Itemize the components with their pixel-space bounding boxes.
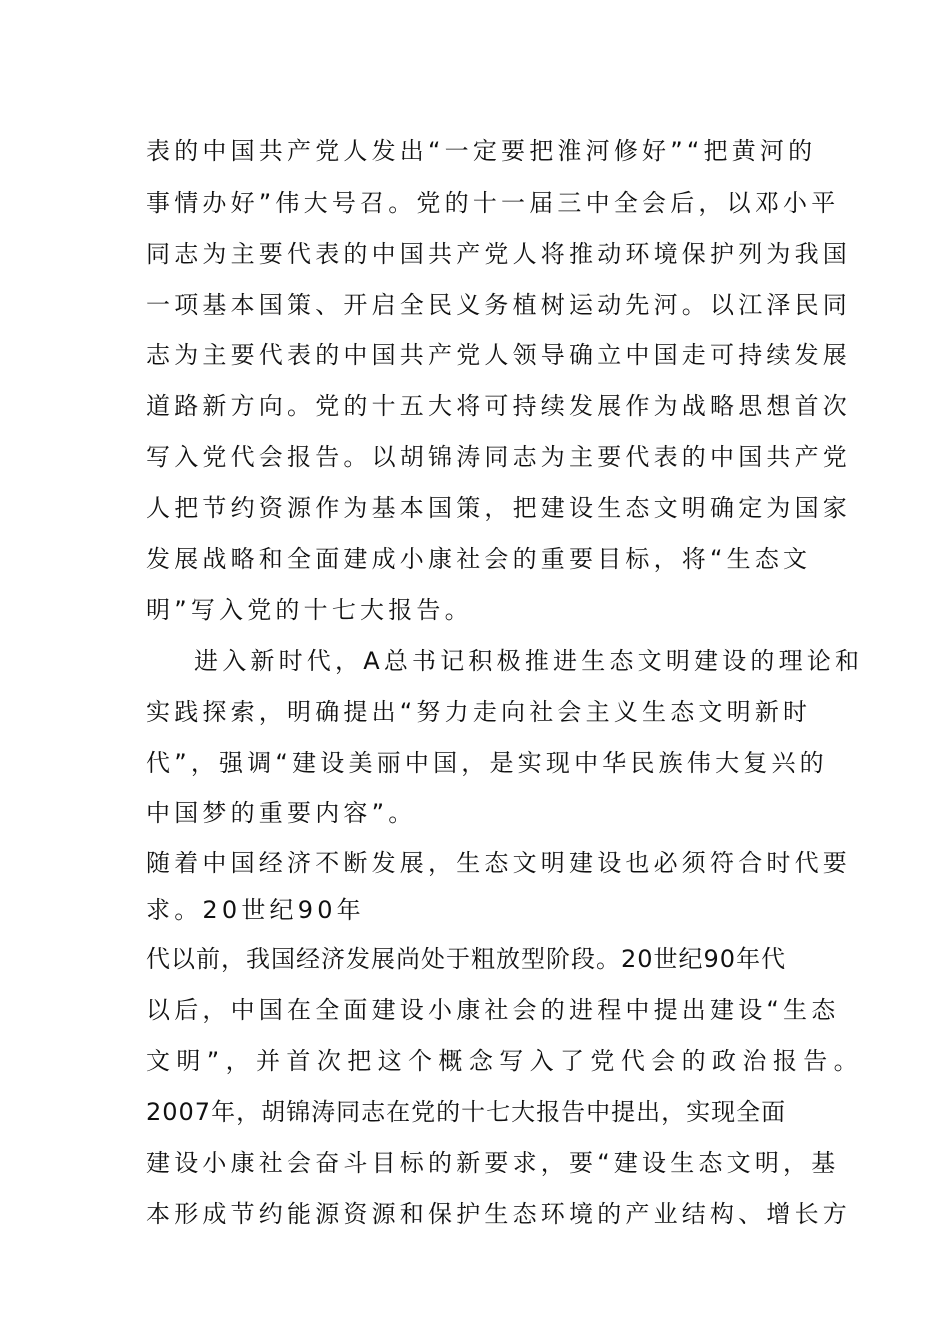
text-line: 同志为主要代表的中国共产党人将推动环境保护列为我国 [146, 240, 851, 268]
text-line: 中国梦的重要内容”。 [146, 799, 417, 827]
text-line: 道路新方向。党的十五大将可持续发展作为战略思想首次 [146, 392, 851, 420]
text-line: 事情办好”伟大号召。党的十一届三中全会后，以邓小平 [146, 189, 840, 217]
text-line: 写入党代会报告。以胡锦涛同志为主要代表的中国共产党 [146, 443, 851, 471]
text-line: 表的中国共产党人发出“一定要把淮河修好”“把黄河的 [146, 137, 817, 165]
text-line: 本形成节约能源资源和保护生态环境的产业结构、增长方 [146, 1200, 851, 1228]
text-line: 求。20世纪90年 [146, 896, 365, 924]
text-line: 发展战略和全面建成小康社会的重要目标，将“生态文 [146, 545, 812, 573]
text-line: 代”，强调“建设美丽中国，是实现中华民族伟大复兴的 [146, 749, 828, 777]
text-line: 人把节约资源作为基本国策，把建设生态文明确定为国家 [146, 494, 851, 522]
text-line: 明”写入党的十七大报告。 [146, 596, 473, 624]
paragraph-start-line: 进入新时代，A总书记积极推进生态文明建设的理论和 [194, 647, 864, 675]
text-line: 建设小康社会奋斗目标的新要求，要“建设生态文明，基 [146, 1149, 840, 1177]
text-line: 以后，中国在全面建设小康社会的进程中提出建设“生态 [146, 996, 840, 1024]
text-line: 代以前，我国经济发展尚处于粗放型阶段。20世纪90年代 [146, 945, 787, 973]
text-line: 志为主要代表的中国共产党人领导确立中国走可持续发展 [146, 341, 851, 369]
text-line: 实践探索，明确提出“努力走向社会主义生态文明新时 [146, 698, 812, 726]
text-line: 2007年，胡锦涛同志在党的十七大报告中提出，实现全面 [146, 1098, 787, 1126]
text-line: 随着中国经济不断发展，生态文明建设也必须符合时代要 [146, 849, 851, 877]
text-line: 文明”，并首次把这个概念写入了党代会的政治报告。 [146, 1047, 865, 1075]
text-line: 一项基本国策、开启全民义务植树运动先河。以江泽民同 [146, 291, 851, 319]
